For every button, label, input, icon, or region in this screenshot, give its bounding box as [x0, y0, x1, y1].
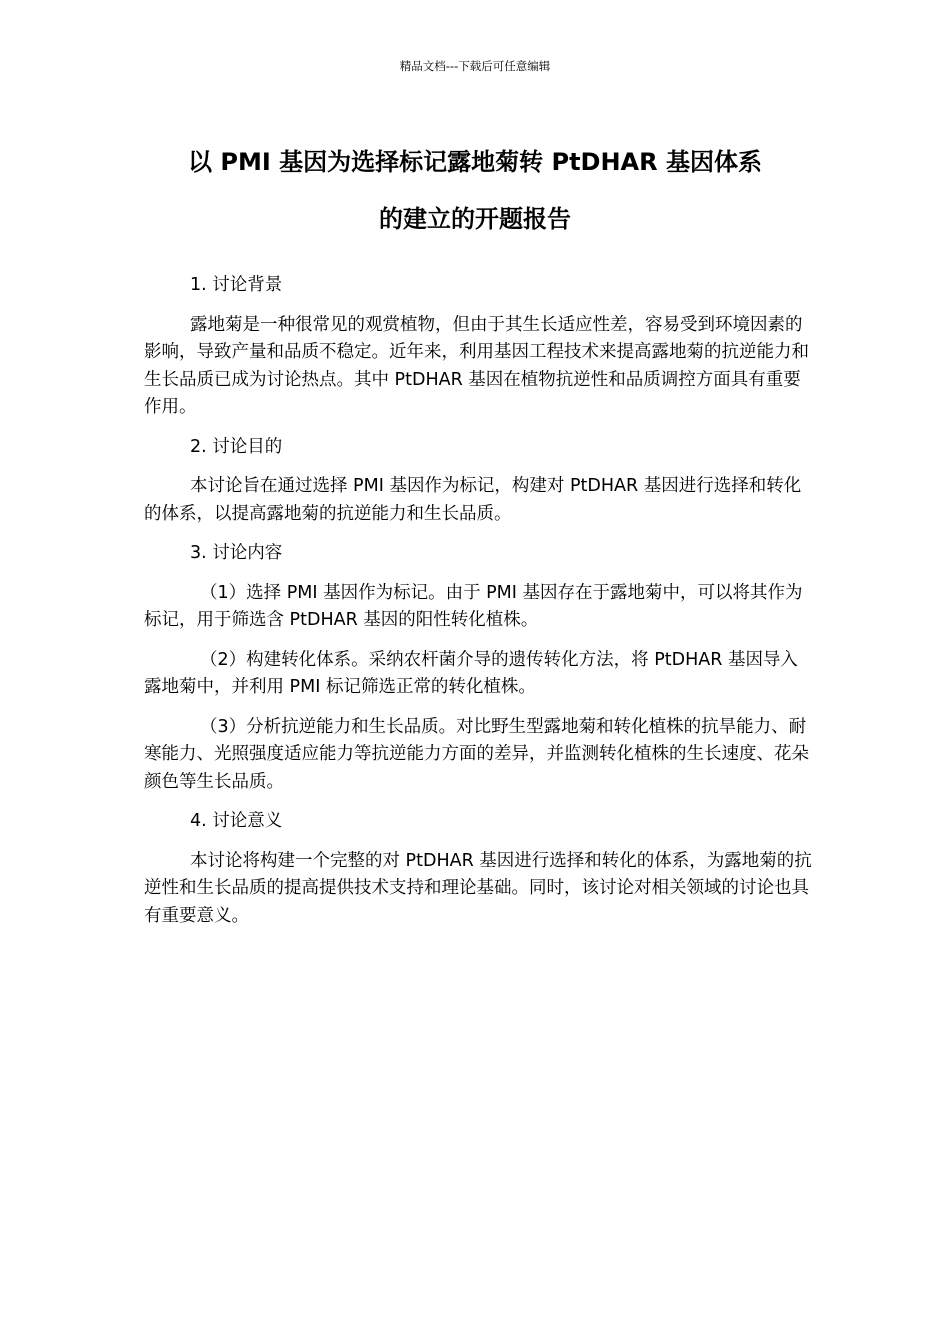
document-body: [144, 272, 814, 942]
header-note: 精品文档---下载后可任意编辑: [399, 59, 551, 73]
section-heading-significance: 4. 讨论意义: [190, 811, 283, 831]
title-line-2: 的建立的开题报告: [379, 205, 571, 233]
section-heading-background: 1. 讨论背景: [190, 275, 283, 295]
section-heading-content: 3. 讨论内容: [190, 543, 283, 563]
section-paragraph: 露地菊是一种很常见的观赏植物，但由于其生长适应性差，容易受到环境因素的影响，导致产量和品质不稳定。近年来，利用基因工程技术来提高露地菊的抗逆能力和生长品质已成为讨论热点。其中 PtDHAR 基因在植物抗逆性和品质调控方面具有重要作用。: [144, 314, 809, 417]
content-item: （3）分析抗逆能力和生长品质。对比野生型露地菊和转化植株的抗旱能力、耐寒能力、光照强度适应能力等抗逆能力方面的差异，并监测转化植株的生长速度、花朵颜色等生长品质。: [144, 716, 809, 792]
section-paragraph: 本讨论将构建一个完整的对 PtDHAR 基因进行选择和转化的体系，为露地菊的抗逆性和生长品质的提高提供技术支持和理论基础。同时，该讨论对相关领域的讨论也具有重要意义。: [144, 850, 812, 926]
content-item: （2）构建转化体系。采纳农杆菌介导的遗传转化方法，将 PtDHAR 基因导入露地菊中，并利用 PMI 标记筛选正常的转化植株。: [144, 649, 798, 697]
document-title: [100, 134, 850, 248]
title-line-1: 以 PMI 基因为选择标记露地菊转 PtDHAR 基因体系: [188, 148, 762, 176]
section-heading-purpose: 2. 讨论目的: [190, 436, 283, 457]
section-paragraph: 本讨论旨在通过选择 PMI 基因作为标记，构建对 PtDHAR 基因进行选择和转化的体系，以提高露地菊的抗逆能力和生长品质。: [144, 476, 802, 524]
content-item: （1）选择 PMI 基因作为标记。由于 PMI 基因存在于露地菊中，可以将其作为标记，用于筛选含 PtDHAR 基因的阳性转化植株。: [144, 582, 803, 630]
